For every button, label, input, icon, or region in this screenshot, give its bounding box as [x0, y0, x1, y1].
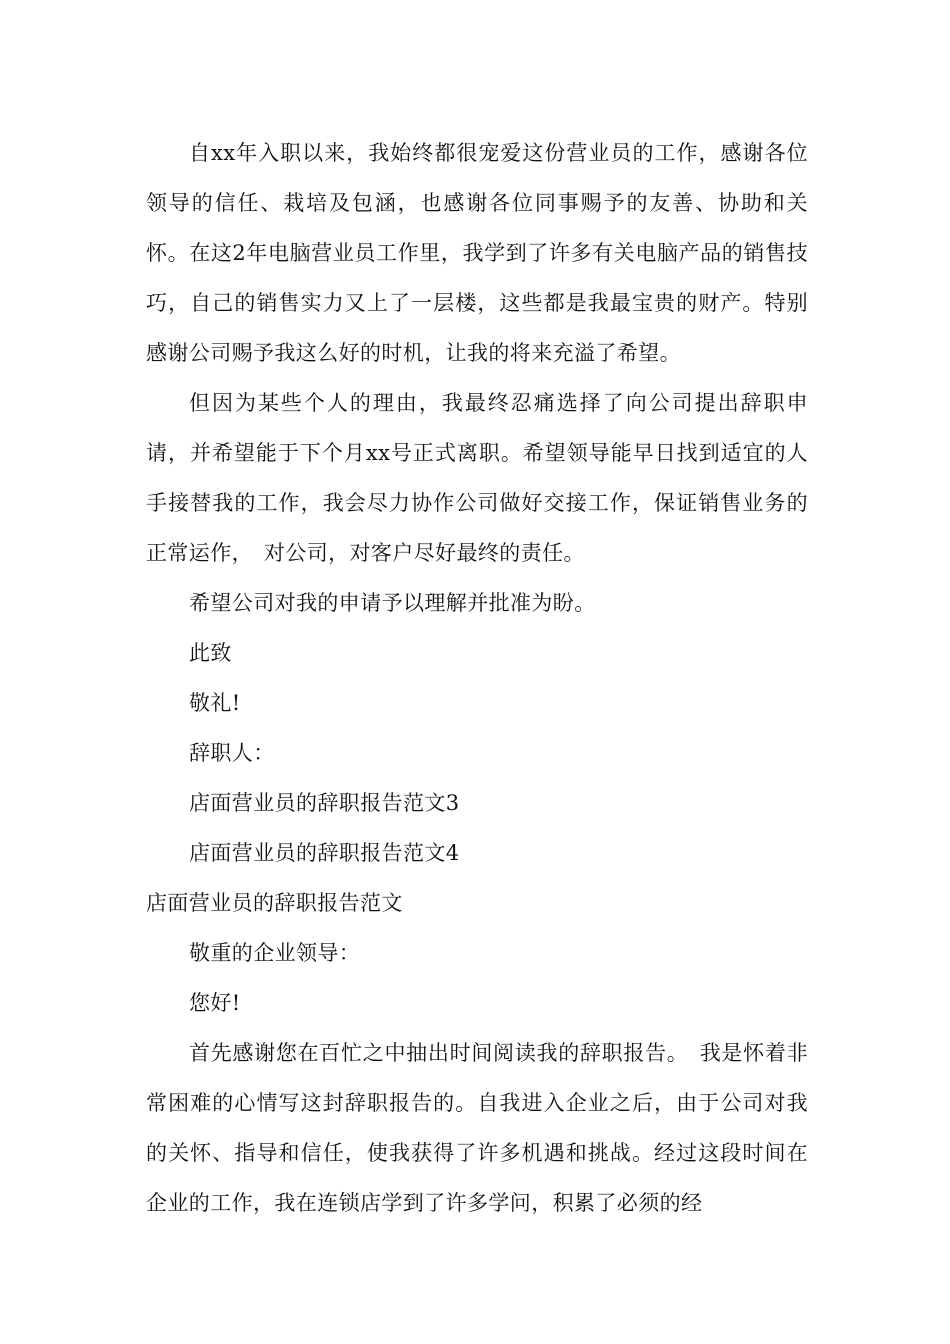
paragraph-sample-3: 店面营业员的辞职报告范文3	[189, 791, 460, 815]
paragraph-addressee: 敬重的企业领导：	[189, 941, 361, 965]
paragraph-salutation: 此致	[189, 641, 232, 665]
paragraph-sample-4: 店面营业员的辞职报告范文4	[189, 841, 460, 865]
paragraph-request: 希望公司对我的申请予以理解并批准为盼。	[189, 591, 596, 615]
paragraph-opening: 首先感谢您在百忙之中抽出时间阅读我的辞职报告。 我是怀着非常困难的心情写这封辞职报告的。自我进入企业之后，由于公司对我的关怀、指导和信任，使我获得了许多机遇和挑战。经过这段时间在企业的工作，我在连锁店学到了许多学问，积累了必须的经	[146, 1041, 808, 1215]
paragraph-signer: 辞职人：	[189, 741, 275, 765]
paragraph-greeting: 您好!	[189, 991, 241, 1015]
document-body	[146, 128, 808, 1228]
paragraph-resignation-reason: 但因为某些个人的理由，我最终忍痛选择了向公司提出辞职申请，并希望能于下个月xx号正式离职。希望领导能早日找到适宜的人手接替我的工作，我会尽力协作公司做好交接工作，保证销售业务的正常运作， 对公司，对客户尽好最终的责任。	[146, 391, 808, 565]
paragraph-gratitude: 自xx年入职以来，我始终都很宠爱这份营业员的工作，感谢各位领导的信任、栽培及包涵，也感谢各位同事赐予的友善、协助和关怀。在这2年电脑营业员工作里，我学到了许多有关电脑产品的销售技巧，自己的销售实力又上了一层楼，这些都是我最宝贵的财产。特别感谢公司赐予我这么好的时机，让我的将来充溢了希望。	[146, 141, 808, 365]
paragraph-regards: 敬礼!	[189, 691, 241, 715]
section-title: 店面营业员的辞职报告范文	[146, 891, 403, 915]
